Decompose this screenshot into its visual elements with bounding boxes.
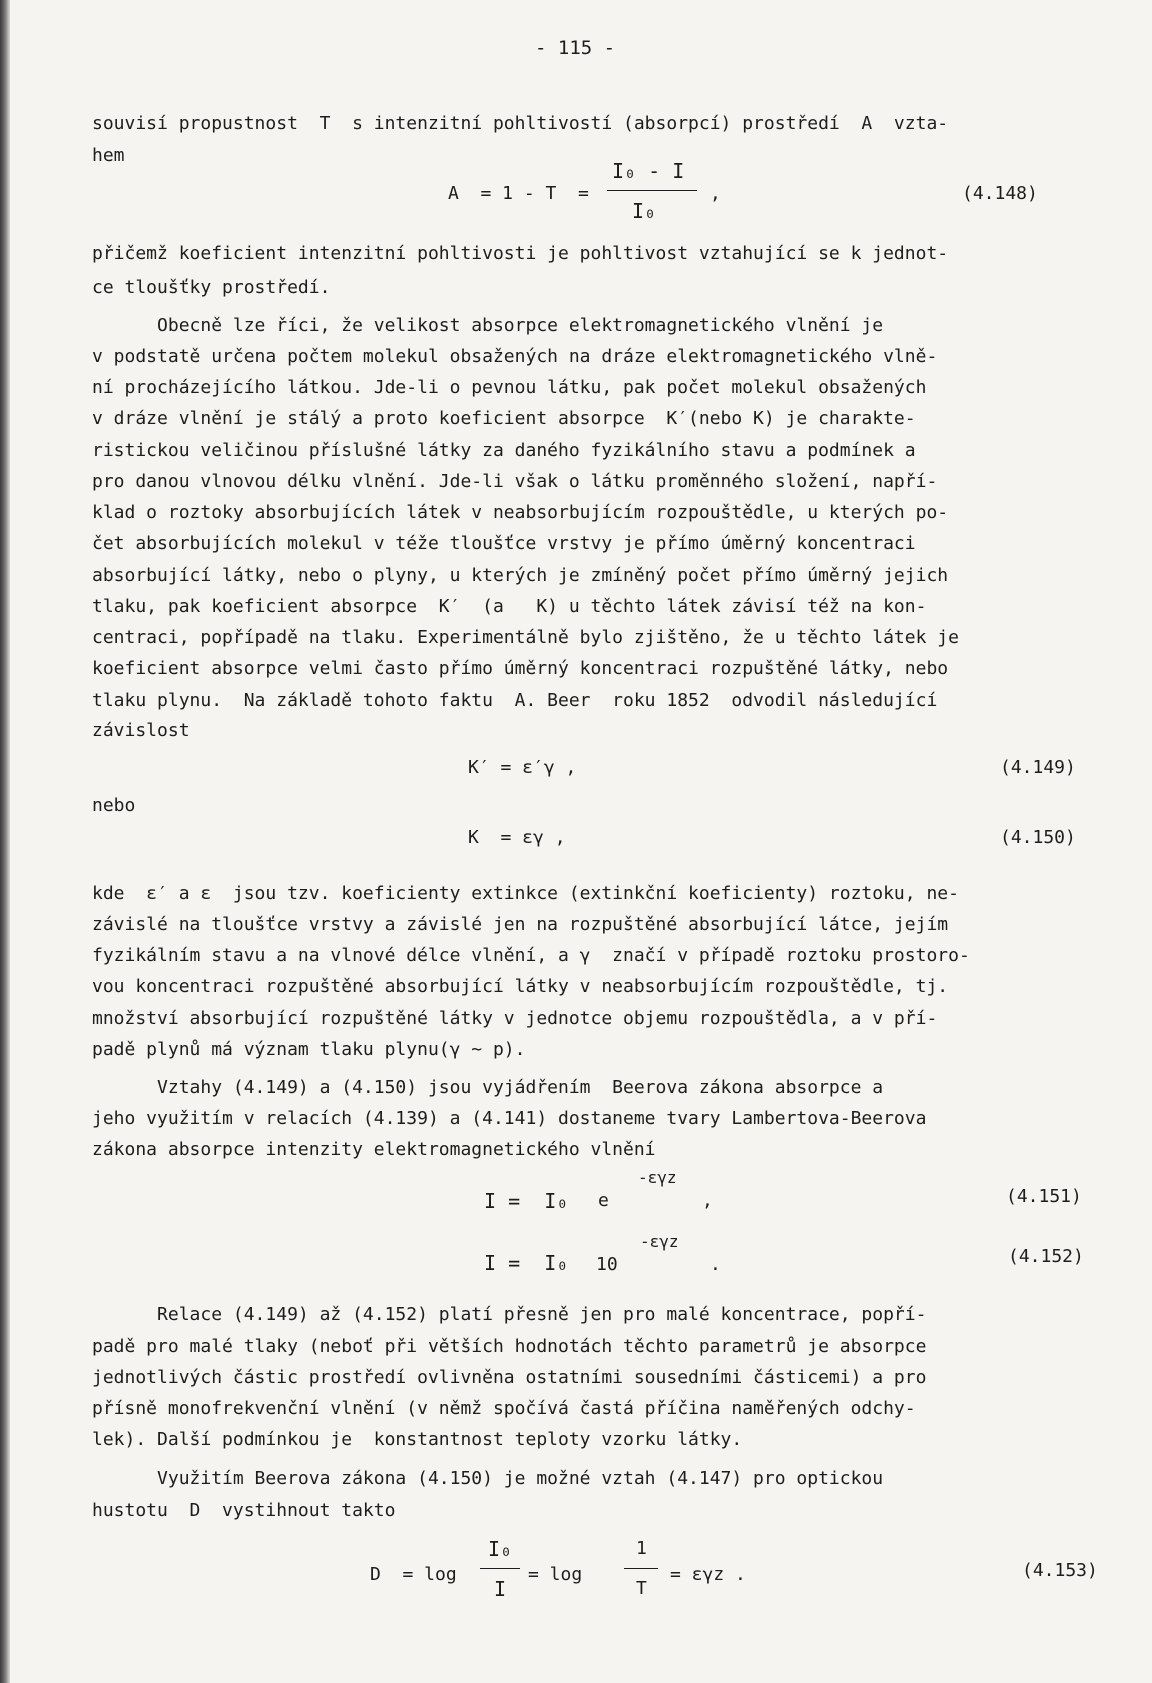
text-line: Využitím Beerova zákona (4.150) je možné vztah (4.147) pro optickou bbox=[92, 1468, 884, 1489]
text-line: tlaku plynu. Na základě tohoto faktu A. Beer roku 1852 odvodil následující bbox=[92, 690, 938, 711]
fraction-numerator: I₀ - I bbox=[612, 159, 685, 183]
text-line: v dráze vlnění je stálý a proto koeficient absorpce K′(nebo K) je charakte- bbox=[92, 408, 916, 429]
equation-4-149: K′ = ε′γ , bbox=[468, 757, 577, 778]
text-line: souvisí propustnost T s intenzitní pohltivostí (absorpcí) prostředí A vzta- bbox=[92, 113, 949, 134]
equation-period: . bbox=[710, 1254, 721, 1275]
fraction-denominator: I₀ bbox=[632, 199, 657, 223]
equation-number: (4.149) bbox=[1000, 757, 1076, 778]
text-line: v podstatě určena počtem molekul obsažených na dráze elektromagnetického vlně- bbox=[92, 346, 938, 367]
equation-number: (4.148) bbox=[962, 183, 1038, 204]
exponential-base: e bbox=[598, 1190, 609, 1211]
text-line: Vztahy (4.149) a (4.150) jsou vyjádřením Beerova zákona absorpce a bbox=[92, 1077, 884, 1098]
equation-lhs: A = 1 - T = bbox=[448, 183, 589, 204]
text-line: čet absorbujících molekul v téže tloušťce vrstvy je přímo úměrný koncentraci bbox=[92, 533, 916, 554]
text-line: Obecně lze říci, že velikost absorpce elektromagnetického vlnění je bbox=[92, 315, 884, 336]
equation-comma: , bbox=[702, 1190, 713, 1211]
fraction-numerator: I₀ bbox=[488, 1537, 513, 1561]
equation-rhs: = εγz . bbox=[670, 1564, 746, 1585]
text-line: přičemž koeficient intenzitní pohltivosti je pohltivost vztahující se k jednot- bbox=[92, 243, 949, 264]
text-line: jednotlivých částic prostředí ovlivněna ostatními sousedními částicemi) a pro bbox=[92, 1367, 927, 1388]
text-line: vou koncentraci rozpuštěné absorbující látky v neabsorbujícím rozpouštědle, tj. bbox=[92, 976, 949, 997]
equation-lhs: I = I₀ bbox=[484, 1189, 569, 1213]
text-line: závislost bbox=[92, 720, 190, 741]
text-line: ce tloušťky prostředí. bbox=[92, 277, 331, 298]
exponent: -εγz bbox=[640, 1232, 679, 1251]
exponential-base: 10 bbox=[596, 1254, 618, 1275]
fraction-bar bbox=[480, 1568, 520, 1569]
text-line: jeho využitím v relacích (4.139) a (4.141) dostaneme tvary Lambertova-Beerova bbox=[92, 1108, 927, 1129]
equation-number: (4.152) bbox=[1008, 1246, 1084, 1267]
fraction-bar bbox=[624, 1568, 658, 1569]
text-line: koeficient absorpce velmi často přímo úměrný koncentraci rozpuštěné látky, nebo bbox=[92, 658, 949, 679]
text-line: padě pro malé tlaky (neboť při větších hodnotách těchto parametrů je absorpce bbox=[92, 1336, 927, 1357]
text-line: padě plynů má význam tlaku plynu(γ ~ p). bbox=[92, 1039, 526, 1060]
text-line: fyzikálním stavu a na vlnové délce vlnění, a γ značí v případě roztoku prostoro- bbox=[92, 945, 970, 966]
fraction-denominator: I bbox=[494, 1577, 507, 1601]
text-line: lek). Další podmínkou je konstantnost teploty vzorku látky. bbox=[92, 1429, 743, 1450]
equation-4-150: K = εγ , bbox=[468, 827, 566, 848]
exponent: -εγz bbox=[638, 1168, 677, 1187]
equation-lhs: I = I₀ bbox=[484, 1251, 569, 1275]
fraction-denominator: T bbox=[636, 1578, 647, 1599]
text-line: hem bbox=[92, 145, 125, 166]
text-line: kde ε′ a ε jsou tzv. koeficienty extinkce (extinkční koeficienty) roztoku, ne- bbox=[92, 883, 959, 904]
text-line: tlaku, pak koeficient absorpce K′ (a K) u těchto látek závisí též na kon- bbox=[92, 596, 927, 617]
equation-number: (4.150) bbox=[1000, 827, 1076, 848]
text-line: zákona absorpce intenzity elektromagnetického vlnění bbox=[92, 1139, 656, 1160]
text-line: přísně monofrekvenční vlnění (v němž spočívá častá příčina naměřených odchy- bbox=[92, 1398, 916, 1419]
text-line: množství absorbující rozpuštěné látky v jednotce objemu rozpouštědla, a v pří- bbox=[92, 1008, 938, 1029]
fraction-numerator: 1 bbox=[636, 1538, 647, 1559]
text-line: Relace (4.149) až (4.152) platí přesně jen pro malé koncentrace, popří- bbox=[92, 1304, 927, 1325]
fraction-bar bbox=[607, 190, 697, 191]
equation-number: (4.153) bbox=[1022, 1560, 1098, 1581]
text-line: ní procházejícího látkou. Jde-li o pevnou látku, pak počet molekul obsažených bbox=[92, 377, 927, 398]
text-line: nebo bbox=[92, 795, 136, 816]
text-line: absorbující látky, nebo o plyny, u kterých je zmíněný počet přímo úměrný jejich bbox=[92, 565, 949, 586]
text-line: hustotu D vystihnout takto bbox=[92, 1500, 396, 1521]
text-line: ristickou veličinou příslušné látky za daného fyzikálního stavu a podmínek a bbox=[92, 440, 916, 461]
text-line: klad o roztoky absorbujících látek v neabsorbujícím rozpouštědle, u kterých po- bbox=[92, 502, 949, 523]
text-line: závislé na tloušťce vrstvy a závislé jen na rozpuštěné absorbující látce, jejím bbox=[92, 914, 949, 935]
equation-mid: = log bbox=[528, 1564, 583, 1585]
text-line: pro danou vlnovou délku vlnění. Jde-li však o látku proměnného složení, napří- bbox=[92, 471, 938, 492]
text-line: centraci, popřípadě na tlaku. Experimentálně bylo zjištěno, že u těchto látek je bbox=[92, 627, 959, 648]
equation-lhs: D = log bbox=[370, 1564, 457, 1585]
equation-number: (4.151) bbox=[1006, 1186, 1082, 1207]
page-number: - 115 - bbox=[535, 37, 616, 59]
equation-comma: , bbox=[710, 183, 721, 204]
